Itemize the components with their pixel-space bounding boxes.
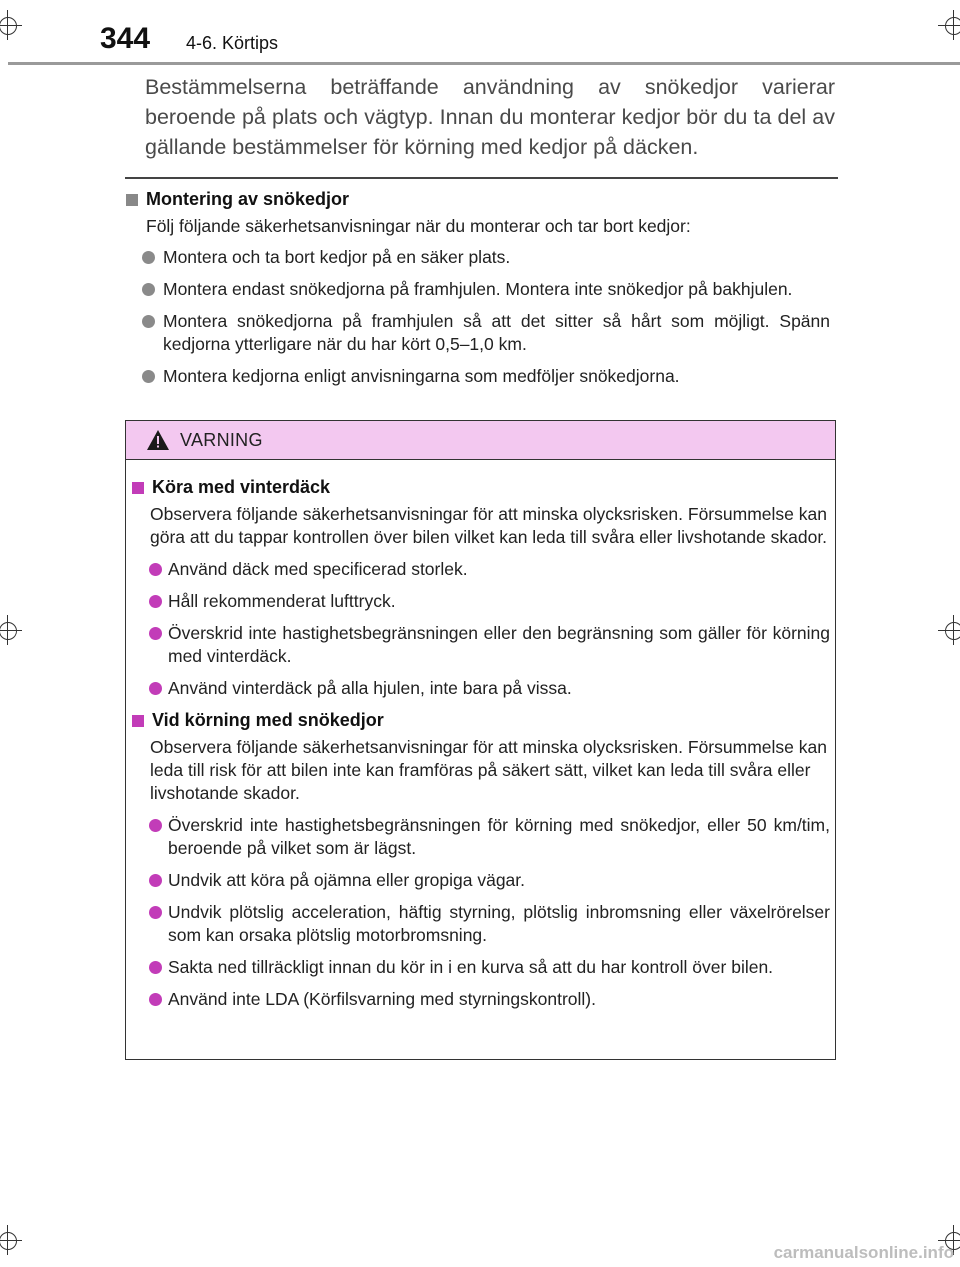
mounting-section [126, 189, 830, 388]
bullet-dot-icon [149, 874, 162, 887]
snow-chains-heading [132, 710, 830, 731]
snow-chains-heading-text: Vid körning med snökedjor [152, 710, 384, 730]
registration-mark-mid-left [0, 615, 22, 645]
intro-paragraph: Bestämmelserna beträffande användning av snökedjor varierar beroende på plats och vägtyp. Innan du monterar kedjor bör du ta del av gällande bestämmelser för körning med kedjor på däcken. [145, 75, 835, 159]
bullet-dot-icon [149, 595, 162, 608]
list-item: Använd inte LDA (Körfilsvarning med styrningskontroll). [132, 988, 830, 1011]
page-number: 344 [100, 22, 151, 55]
list-item: Montera och ta bort kedjor på en säker plats. [126, 246, 830, 269]
bullet-dot-icon [149, 993, 162, 1006]
list-item: Använd däck med specificerad storlek. [132, 558, 830, 581]
square-bullet-icon [132, 715, 144, 727]
intro-divider [125, 177, 838, 179]
winter-tires-heading [132, 477, 830, 498]
winter-tires-lead: Observera följande säkerhetsanvisningar för att minska olycksrisken. Försummelse kan göra att du tappar kontrollen över bilen vilket kan leda till svåra eller livshotande skador. [150, 504, 828, 547]
warning-title: VARNING [180, 429, 263, 450]
warning-triangle-icon [146, 429, 170, 451]
mounting-heading [126, 189, 830, 210]
list-item: Undvik plötslig acceleration, häftig styrning, plötslig inbromsning eller växelrörelser som kan orsaka plötslig motorbromsning. [132, 901, 830, 947]
registration-mark-bottom-left [0, 1225, 22, 1255]
mounting-heading-text: Montering av snökedjor [146, 189, 350, 209]
warning-body [132, 477, 830, 1011]
registration-mark-top-left [0, 10, 22, 40]
bullet-dot-icon [142, 251, 155, 264]
winter-tires-heading-text: Köra med vinterdäck [152, 477, 331, 497]
warning-header [126, 421, 835, 460]
bullet-dot-icon [149, 961, 162, 974]
registration-mark-mid-right [938, 615, 960, 645]
header-divider [8, 62, 960, 65]
list-item: Sakta ned tillräckligt innan du kör in i en kurva så att du har kontroll över bilen. [132, 956, 830, 979]
section-title: 4-6. Körtips [186, 33, 279, 53]
registration-mark-top-right [938, 10, 960, 40]
bullet-dot-icon [142, 283, 155, 296]
list-item: Montera snökedjorna på framhjulen så att det sitter så hårt som möjligt. Spänn kedjorna ytterligare när du har kört 0,5–1,0 km. [126, 310, 830, 356]
bullet-dot-icon [142, 370, 155, 383]
bullet-dot-icon [149, 563, 162, 576]
square-bullet-icon [126, 194, 138, 206]
list-item: Överskrid inte hastighetsbegränsningen för körning med snökedjor, eller 50 km/tim, beroende på vilket som är lägst. [132, 814, 830, 860]
watermark: carmanualsonline.info [773, 1243, 954, 1262]
list-item: Undvik att köra på ojämna eller gropiga vägar. [132, 869, 830, 892]
bullet-dot-icon [149, 627, 162, 640]
list-item: Håll rekommenderat lufttryck. [132, 590, 830, 613]
warning-box [125, 420, 836, 1060]
list-item: Överskrid inte hastighetsbegränsningen eller den begränsning som gäller för körning med vinterdäck. [132, 622, 830, 668]
snow-chains-lead: Observera följande säkerhetsanvisningar för att minska olycksrisken. Försummelse kan leda till risk för att bilen inte kan framföras på säkert sätt, vilket kan leda till svåra eller livshotande skador. [150, 737, 827, 803]
bullet-dot-icon [149, 819, 162, 832]
mounting-lead: Följ följande säkerhetsanvisningar när du monterar och tar bort kedjor: [146, 216, 691, 236]
square-bullet-icon [132, 482, 144, 494]
bullet-dot-icon [149, 906, 162, 919]
bullet-dot-icon [149, 682, 162, 695]
list-item: Montera kedjorna enligt anvisningarna som medföljer snökedjorna. [126, 365, 830, 388]
bullet-dot-icon [142, 315, 155, 328]
list-item: Använd vinterdäck på alla hjulen, inte bara på vissa. [132, 677, 830, 700]
list-item: Montera endast snökedjorna på framhjulen. Montera inte snökedjor på bakhjulen. [126, 278, 830, 301]
